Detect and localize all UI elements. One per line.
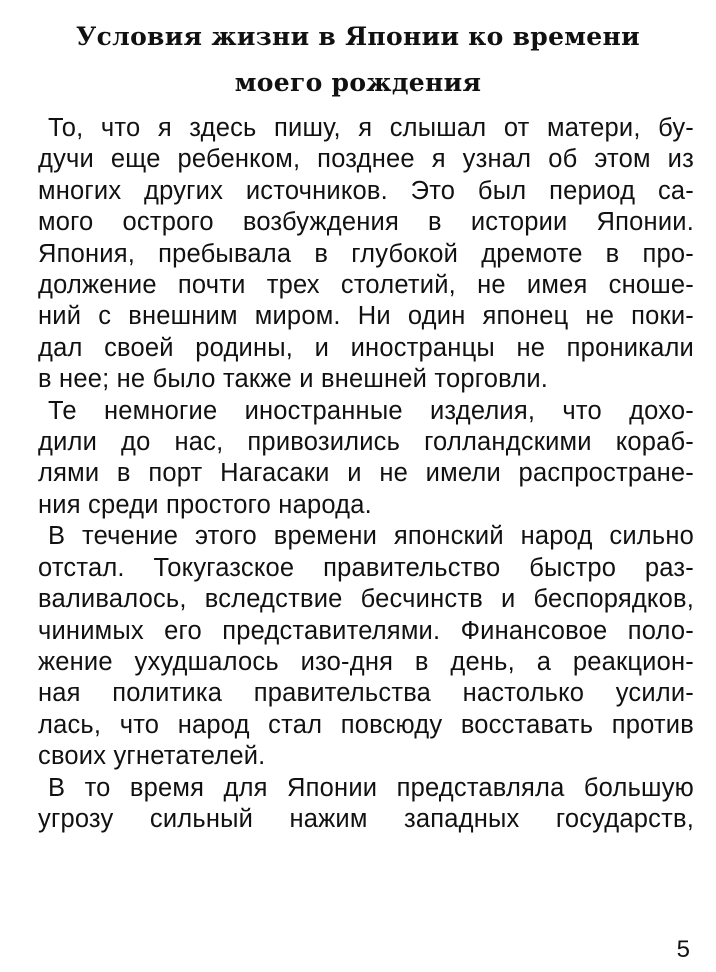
paragraph [38,113,694,396]
text-line: чинимых его представителями. Финансовое поло- [38,616,694,645]
text-line: лась, что народ стал повсюду восставать против [38,710,694,739]
text-line: многих других источников. Это был период са- [38,176,694,205]
text-line: жение ухудшалось изо-дня в день, а реакцион- [38,647,694,676]
text-line: ная политика правительства настолько усили- [38,679,694,708]
paragraph [38,521,694,772]
text-line: То, что я здесь пишу, я слышал от матери, бу- [48,114,694,142]
page-number: 5 [676,936,690,963]
text-line: дал своей родины, и иностранцы не проникали [38,333,694,362]
text-line: дучи еще ребенком, позднее я узнал об этом из [38,145,694,174]
chapter-title-line-1: Условия жизни в Японии ко времени [76,22,640,51]
text-line: угрозу сильный нажим западных государств, [38,804,694,833]
text-line: Япония, пребывала в глубокой дремоте в про- [38,239,694,268]
text-line: должение почти трех столетий, не имея сноше- [38,271,694,300]
chapter-title [40,14,676,106]
text-line: ний с внешним миром. Ни один японец не поки- [38,302,694,331]
text-line: своих угнетателей. [38,742,266,771]
text-line: ния среди простого народа. [38,490,372,519]
chapter-title-line-2: моего рождения [234,68,482,97]
body-text [38,113,694,835]
text-line: дили до нас, привозились голландскими кораб- [38,428,694,457]
text-line: Те немногие иностранные изделия, что дохо- [48,396,694,425]
paragraph [38,396,694,522]
text-line: мого острого возбуждения в истории Японии. [38,208,694,237]
text-line: валивалось, вследствие бесчинств и беспорядков, [38,585,694,614]
paragraph [38,773,694,836]
text-line: отстал. Токугазское правительство быстро раз- [38,553,694,582]
text-line: В течение этого времени японский народ сильно [48,522,694,551]
text-line: лями в порт Нагасаки и не имели распростране- [38,459,694,488]
text-line: В то время для Японии представляла большую [48,773,694,802]
text-line: в нее; не было также и внешней торговли. [38,365,549,394]
